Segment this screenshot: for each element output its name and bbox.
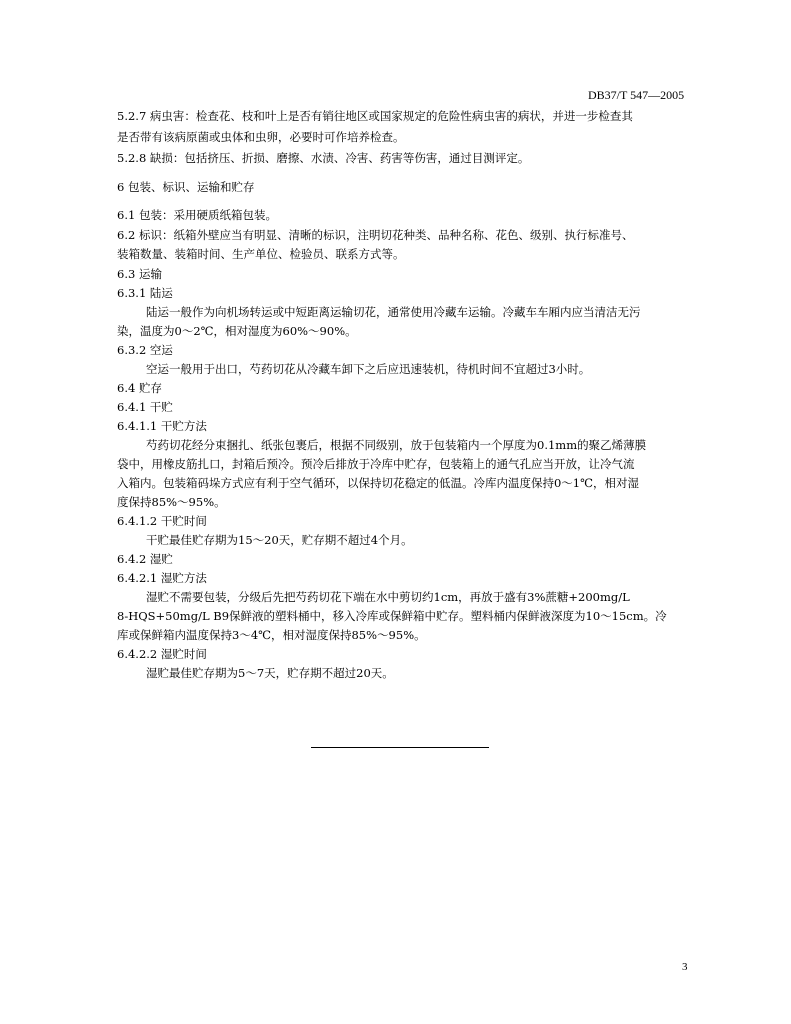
para-6-4-2-2: 湿贮最佳贮存期为5～7天，贮存期不超过20天。 <box>146 666 394 680</box>
para-6-4-2-1-line-2: 8-HQS+50mg/L B9保鲜液的塑料桶中，移入冷库或保鲜箱中贮存。塑料桶内保鲜液深度为10～15cm。冷 <box>117 609 667 623</box>
heading-6-4-2-1: 6.4.2.1 湿贮方法 <box>117 571 207 585</box>
standard-number: DB37/T 547—2005 <box>588 88 685 102</box>
heading-6-4-2: 6.4.2 湿贮 <box>117 552 173 566</box>
para-6-4-1-1-line-1: 芍药切花经分束捆扎、纸张包裹后，根据不同级别，放于包装箱内一个厚度为0.1mm的聚乙烯薄膜 <box>146 438 647 452</box>
para-6-2-line-2: 装箱数量、装箱时间、生产单位、检验员、联系方式等。 <box>117 247 405 261</box>
para-6-1: 6.1 包装：采用硬质纸箱包装。 <box>117 208 277 222</box>
heading-6-3-1: 6.3.1 陆运 <box>117 286 173 300</box>
para-5-2-8: 5.2.8 缺损：包括挤压、折损、磨擦、水渍、冷害、药害等伤害，通过目测评定。 <box>117 151 530 165</box>
heading-6-3: 6.3 运输 <box>117 267 162 281</box>
para-6-3-2: 空运一般用于出口，芍药切花从冷藏车卸下之后应迅速装机，待机时间不宜超过3小时。 <box>146 362 591 376</box>
para-6-3-1-line-1: 陆运一般作为向机场转运或中短距离运输切花，通常使用冷藏车运输。冷藏车车厢内应当清洁无污 <box>146 305 641 319</box>
heading-6-3-2: 6.3.2 空运 <box>117 343 173 357</box>
para-6-4-1-2: 干贮最佳贮存期为15～20天，贮存期不超过4个月。 <box>146 533 413 547</box>
para-6-2-line-1: 6.2 标识：纸箱外壁应当有明显、清晰的标识，注明切花种类、品种名称、花色、级别、执行标准号、 <box>117 228 634 242</box>
para-6-3-1-line-2: 染，温度为0～2℃，相对湿度为60%～90%。 <box>117 324 357 338</box>
para-6-4-2-1-line-3: 库或保鲜箱内温度保持3～4℃，相对湿度保持85%～95%。 <box>117 628 426 642</box>
heading-6-4-2-2: 6.4.2.2 湿贮时间 <box>117 647 207 661</box>
heading-6-4-1: 6.4.1 干贮 <box>117 400 173 414</box>
para-5-2-7-line-1: 5.2.7 病虫害：检查花、枝和叶上是否有销往地区或国家规定的危险性病虫害的病状，并进一步检查其 <box>117 109 633 123</box>
heading-6-4-1-1: 6.4.1.1 干贮方法 <box>117 419 207 433</box>
para-6-4-1-1-line-3: 入箱内。包装箱码垛方式应有利于空气循环，以保持切花稳定的低温。冷库内温度保持0～1℃，相对湿 <box>117 476 639 490</box>
heading-6-4: 6.4 贮存 <box>117 381 162 395</box>
page-number: 3 <box>682 961 688 973</box>
end-rule <box>311 747 489 748</box>
para-6-4-1-1-line-4: 度保持85%～95%。 <box>117 495 226 509</box>
para-6-4-1-1-line-2: 袋中，用橡皮筋扎口，封箱后预冷。预冷后排放于冷库中贮存，包装箱上的通气孔应当开放，让冷气流 <box>117 457 635 471</box>
para-6-4-2-1-line-1: 湿贮不需要包装，分级后先把芍药切花下端在水中剪切约1cm，再放于盛有3%蔗糖+200mg/L <box>146 590 630 604</box>
para-5-2-7-line-2: 是否带有该病原菌或虫体和虫卵，必要时可作培养检查。 <box>117 130 405 144</box>
section-6-title: 6 包装、标识、运输和贮存 <box>117 180 255 194</box>
heading-6-4-1-2: 6.4.1.2 干贮时间 <box>117 514 207 528</box>
